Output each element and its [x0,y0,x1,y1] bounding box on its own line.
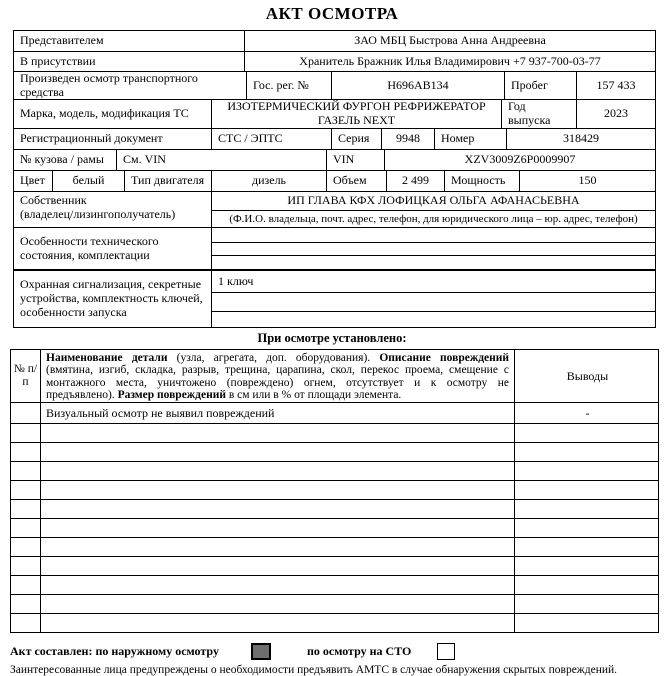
row-model [14,99,655,128]
external-inspection-checkbox [251,643,271,660]
cell-power-value: 150 [519,171,655,191]
cell-gos-reg-value: Н696АВ134 [331,72,504,99]
cell-series-value: 9948 [381,129,434,149]
row-tech-features [14,227,655,269]
cell-owner-label [14,192,211,227]
header-cell-conclusion: Выводы [514,350,660,402]
desc-text-1: (узла, агрегата, доп. оборудования). [167,352,380,364]
cell-volume-label: Объем [326,171,386,191]
desc-bold-name: Наименование детали [46,352,168,364]
cell-tech-features-label: Особенности технического состояния, комплектации [20,233,159,262]
damage-table-header [11,350,658,402]
row-representative [14,31,655,51]
cell-row-conclusion [514,424,660,442]
cell-row-description [40,519,514,537]
cell-color-value: белый [52,171,124,191]
row-security [14,269,655,327]
tech-features-line [212,255,655,269]
cell-representative-label: Представителем [20,33,104,48]
cell-row-conclusion [514,519,660,537]
tech-features-line [212,242,655,256]
document-title: АКТ ОСМОТРА [265,4,399,23]
table-row [11,442,658,461]
cell-tech-features-lines [211,228,655,269]
table-row [11,537,658,556]
cell-row-description [40,424,514,442]
cell-row-num [11,462,40,480]
security-line: 1 ключ [218,273,254,288]
act-composed-label: Акт составлен: по наружному осмотру [10,644,219,658]
table-row [11,402,658,423]
cell-row-description [40,462,514,480]
cell-row-conclusion [514,614,660,632]
cell-owner-value-group [211,192,655,227]
cell-row-conclusion [514,538,660,556]
cell-row-description [40,595,514,613]
cell-gos-reg-label: Гос. рег. № [246,72,331,99]
desc-text-3: в см или в % от площади элемента. [225,389,402,402]
desc-text-2: (вмятина, изгиб, складка, разрыв, трещина, царапина, скол, перекос проема, смещение с монтажного места, уничтожено (повреждено) огнем, отсутствует и к осмотру не предъявлено). [46,364,509,402]
cell-row-description [40,576,514,594]
cell-engine-value: дизель [211,171,326,191]
cell-mileage-label: Пробег [504,72,576,99]
vehicle-table [13,30,656,328]
table-row [11,518,658,537]
table-row [11,423,658,442]
cell-row-description [40,500,514,518]
cell-row-num [11,538,40,556]
sto-inspection-checkbox [437,643,455,660]
table-row [11,594,658,613]
cell-row-description [40,443,514,461]
tech-features-line [212,228,655,242]
cell-row-num [11,519,40,537]
owner-label-line1: Собственник [20,193,87,207]
cell-row-description [40,614,514,632]
table-row [11,556,658,575]
cell-row-conclusion [514,500,660,518]
cell-security-label: Охранная сигнализация, секретные устройства, комплектность ключей, особенности запуска [20,277,203,319]
cell-row-num [11,443,40,461]
cell-row-conclusion [514,481,660,499]
table-row [11,461,658,480]
cell-owner-value: ИП ГЛАВА КФХ ЛОФИЦКАЯ ОЛЬГА АФАНАСЬЕВНА [287,193,580,208]
cell-owner-note: (Ф.И.О. владельца, почт. адрес, телефон, для юридического лица – юр. адрес, телефон) [212,210,655,227]
cell-vin-value: XZV3009Z6P0009907 [384,150,655,170]
security-line [212,311,655,327]
cell-row-num [11,424,40,442]
cell-model-value: ИЗОТЕРМИЧЕСКИЙ ФУРГОН РЕФРИЖЕРАТОР ГАЗЕЛЬ NEXT [211,100,501,128]
cell-row-conclusion [514,557,660,575]
row-presence [14,51,655,71]
damage-table [10,349,659,633]
cell-series-label: Серия [331,129,381,149]
cell-doc-type: СТС / ЭПТС [211,129,331,149]
cell-row-num [11,481,40,499]
cell-row-num [11,614,40,632]
cell-mileage-value: 157 433 [576,72,655,99]
cell-volume-value: 2 499 [386,171,444,191]
desc-bold-size: Размер повреждений [117,389,226,402]
cell-row-conclusion [514,462,660,480]
act-composed-line [10,642,664,661]
row-color-engine [14,170,655,191]
cell-number-value: 318429 [506,129,655,149]
cell-row-num [11,576,40,594]
cell-representative-value: ЗАО МБЦ Быстрова Анна Андреевна [244,31,655,51]
cell-year-label: Год выпуска [501,100,576,128]
cell-row-num [11,500,40,518]
cell-body-number-label: № кузова / рамы [20,152,104,167]
cell-engine-label: Тип двигателя [124,171,211,191]
warning-text: Заинтересованные лица предупреждены о необходимости предъявить АМТС в случае обнаружения скрытых повреждений. [10,664,618,676]
cell-body-number-value: См. VIN [116,150,326,170]
owner-label-line2: (владелец/лизингополучатель) [20,206,176,221]
header-cell-description [40,350,514,402]
cell-row-conclusion [514,443,660,461]
desc-bold-damage: Описание повреждений [379,352,509,364]
cell-reg-doc-label: Регистрационный документ [20,131,163,146]
cell-row-num [11,557,40,575]
header-cell-num: № п/п [13,363,38,388]
cell-model-label: Марка, модель, модификация ТС [20,106,189,121]
table-row [11,480,658,499]
row-inspection [14,71,655,99]
cell-vin-label: VIN [326,150,384,170]
cell-row-num [11,403,40,423]
cell-year-value: 2023 [576,100,655,128]
table-row [11,499,658,518]
cell-row-description [40,481,514,499]
row-owner [14,191,655,227]
cell-inspection-label: Произведен осмотр транспортного средства [20,72,198,99]
cell-row-conclusion [514,576,660,594]
document-footer [10,642,664,676]
cell-color-label: Цвет [20,173,45,188]
cell-row-description: Визуальный осмотр не выявил повреждений [40,403,514,423]
cell-row-description [40,557,514,575]
cell-row-description [40,538,514,556]
cell-presence-value: Хранитель Бражник Илья Владимирович +7 937-700-03-77 [244,52,655,71]
cell-number-label: Номер [434,129,506,149]
cell-security-lines [211,271,655,327]
cell-row-num [11,595,40,613]
row-reg-doc [14,128,655,149]
table-row [11,575,658,594]
inspection-section-heading: При осмотре установлено: [257,331,407,345]
cell-row-conclusion [514,595,660,613]
sto-inspection-label: по осмотру на СТО [306,644,412,658]
damage-rows [11,402,658,632]
cell-power-label: Мощность [444,171,519,191]
cell-row-conclusion: - [514,403,660,423]
cell-presence-label: В присутствии [20,53,96,68]
table-row [11,613,658,632]
security-line [212,292,655,310]
row-body-number [14,149,655,170]
